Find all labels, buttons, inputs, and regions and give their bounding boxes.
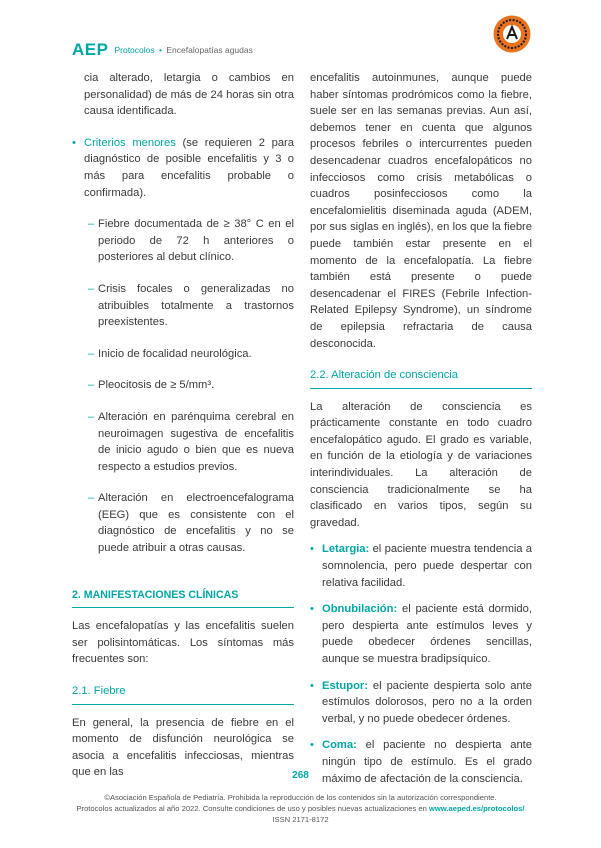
paragraph-consciousness: La alteración de consciencia es prácticamente constante en todo cuadro encefalopático agudo. El grado es variable, en función de la etiología y de variaciones interindividuales. La alteración de consciencia tradicionalmente se ha clasificado en varios tipos, según su gravedad. (310, 400, 532, 529)
paragraph-continuation: cia alterado, letargia o cambios en personalidad) de más de 24 horas sin otra causa identificada. (84, 72, 294, 118)
section-heading-clinical: 2. MANIFESTACIONES CLÍNICAS (72, 588, 239, 601)
minor-criteria-text: (se requieren 2 para diagnóstico de posible encefalitis y 3 o más para encefalitis probable o confirmada). (84, 136, 294, 199)
level-desc: el paciente está dormido, pero despierta ante estímulos leves y puede obedecer órdenes sencillas, aunque se muestra bradipsíquico. (322, 603, 532, 665)
level-lethargy (310, 541, 532, 591)
right-column (310, 70, 532, 787)
level-term: Coma: (322, 739, 357, 752)
minor-criteria-item (72, 135, 294, 201)
paragraph-fever-continuation: encefalitis autoinmunes, aunque puede haber síntomas prodrómicos como la fiebre, suele ser en las semanas previas. Aun así, debemos tener en cuenta que algunos procesos febriles o intercurrentes pueden desencadenar cuadros encefalopáticos no infecciosos como crisis metabólicas o cuadros posinfecciosos como la encefalomielitis diseminada aguda (ADEM, por sus siglas en inglés), en los que la fiebre puede también estar presente en el momento de la encefalopatía. La fiebre también está presente o puede desencadenar el FIRES (Febrile Infection-Related Epilepsy Syndrome), un síndrome de epilepsia refractaria de causa desconocida. (310, 72, 532, 350)
level-term: Letargia: (322, 543, 370, 556)
left-column (72, 70, 294, 781)
level-obnubilation (310, 601, 532, 667)
level-desc: el paciente no despierta ante ningún tipo de estímulo. Es el grado máximo de afectación de la consciencia. (322, 739, 532, 785)
criteria-eeg: – Alteración en electroencefalograma (EEG) que es consistente con el diagnóstico de encefalitis y no se puede atribuir a otras causas. (72, 490, 294, 556)
level-desc: el paciente despierta solo ante estímulos dolorosos, pero no a la orden verbal, y no puede obedecer órdenes. (322, 679, 532, 725)
subheading-consciousness: 2.2. Alteración de consciencia (310, 369, 459, 382)
level-stupor (310, 678, 532, 728)
level-term: Estupor: (322, 679, 368, 692)
aep-emblem-icon (492, 14, 532, 54)
header-separator: • (159, 45, 162, 55)
footer-update-text: Protocolos actualizados al año 2022. Consulte condiciones de uso y posibles nuevas actualizaciones en (76, 804, 429, 813)
subheading-fever: 2.1. Fiebre (72, 685, 126, 698)
minor-criteria-label: Criterios menores (84, 136, 176, 149)
aep-logo: AEP (72, 40, 109, 59)
level-term: Obnubilación: (322, 603, 398, 616)
criteria-neuroimaging: – Alteración en parénquima cerebral en neuroimagen sugestiva de encefalitis de inicio agudo o bien que es nueva respecto a estudios previos. (72, 409, 294, 475)
criteria-fever: – Fiebre documentada de ≥ 38° C en el periodo de 72 h anteriores o posteriores al debut clínico. (72, 216, 294, 266)
page-number: 268 (292, 770, 309, 781)
criteria-seizures: – Crisis focales o generalizadas no atribuibles totalmente a trastornos preexistentes. (72, 281, 294, 331)
footer-copyright: ©Asociación Española de Pediatría. Prohibida la reproducción de los contenidos sin la autorización correspondiente. (104, 793, 497, 802)
criteria-pleocytosis: – Pleocitosis de ≥ 5/mm³. (72, 377, 294, 394)
footer-update (0, 803, 601, 814)
page-header (72, 40, 253, 60)
footer-issn: ISSN 2171-8172 (272, 815, 329, 824)
criteria-focality: – Inicio de focalidad neurológica. (72, 346, 294, 363)
paragraph-intro: Las encefalopatías y las encefalitis suelen ser polisintomáticas. Los síntomas más frecuentes son: (72, 620, 294, 666)
footer-url-link[interactable]: www.aeped.es/protocolos/ (428, 804, 525, 813)
header-breadcrumb (114, 45, 252, 55)
header-series: Protocolos (114, 45, 155, 55)
level-desc: el paciente muestra tendencia a somnolencia, pero puede despertar con relativa facilidad. (322, 543, 532, 589)
header-section: Encefalopatías agudas (166, 45, 253, 55)
paragraph-fever: En general, la presencia de fiebre en el momento de disfunción neurológica se asocia a encefalitis infecciosas, mientras que en las (72, 716, 294, 779)
